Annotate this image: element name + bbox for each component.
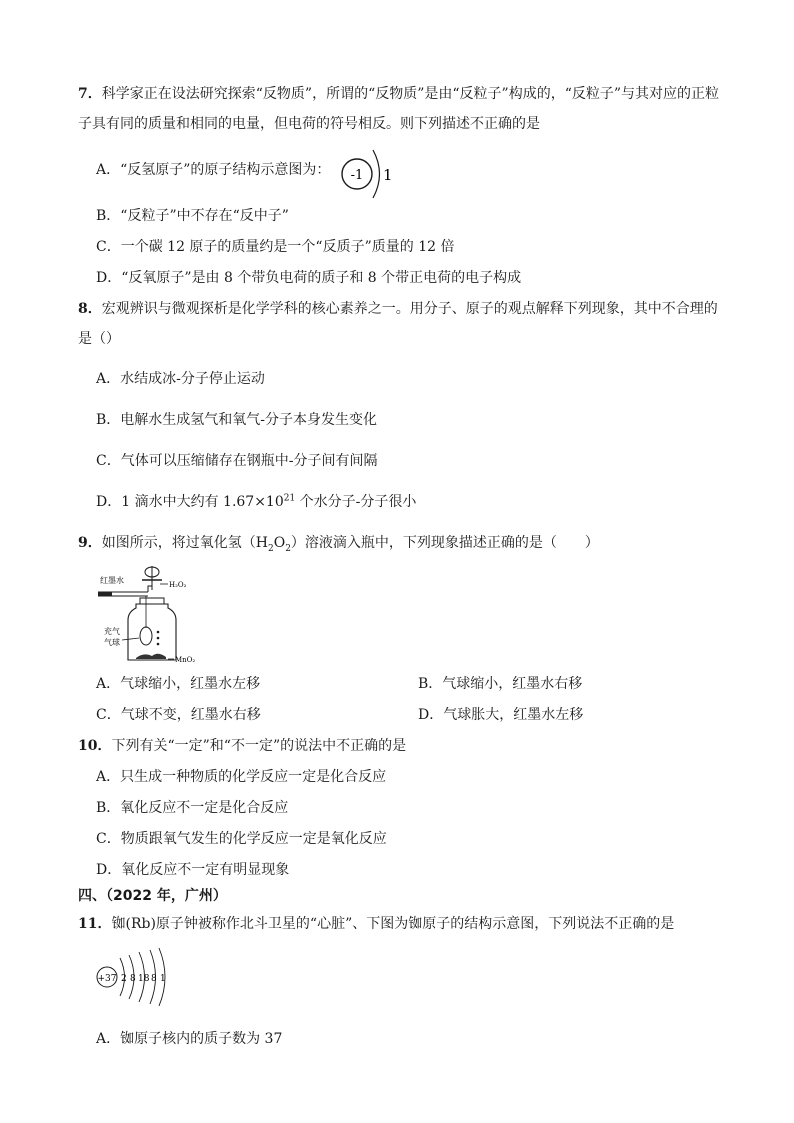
shell-1-electrons: 2 <box>121 974 127 984</box>
q7-option-c: C．一个碳 12 原子的质量约是一个“反质子”质量的 12 倍 <box>96 239 455 255</box>
q7-option-a: A．“反氢原子”的原子结构示意图为： <box>96 162 331 178</box>
q9-apparatus-figure <box>92 562 212 668</box>
ink-label: 红墨水 <box>100 576 124 585</box>
q9-stem: 9．如图所示，将过氧化氢$(H_2O_2)$溶液滴入瓶中，下列现象描述正确的是（ ） <box>78 535 599 554</box>
q10-number: 10． <box>78 738 112 754</box>
q7-stem-line2: 子具有同的质量和相同的电量，但电荷的符号相反。则下列描述不正确的是 <box>78 116 540 132</box>
q9-option-b: B．气球缩小，红墨水右移 <box>418 676 583 692</box>
q9-option-a: A．气球缩小，红墨水左移 <box>96 676 261 692</box>
balloon-label-1: 充气 <box>104 627 120 636</box>
q11-option-a: A．铷原子核内的质子数为 37 <box>96 1031 283 1047</box>
bottle <box>128 604 176 660</box>
bubble <box>157 637 160 640</box>
stopper <box>140 598 164 604</box>
q10-option-d: D．氧化反应不一定有明显现象 <box>96 862 290 878</box>
shell-2-electrons: 8 <box>130 974 136 984</box>
q10-option-c: C．物质跟氧气发生的化学反应一定是氧化反应 <box>96 831 387 847</box>
q7-option-d: D．“反氧原子”是由 8 个带负电荷的质子和 8 个带正电荷的电子构成 <box>96 270 522 286</box>
q7-option-b: B．“反粒子”中不存在“反中子” <box>96 208 289 224</box>
q9-number: 9． <box>78 535 102 551</box>
bubble <box>157 631 160 634</box>
q10-stem: 10．下列有关“一定”和“不一定”的说法中不正确的是 <box>78 738 407 754</box>
balloon-label-2: 气球 <box>104 638 120 647</box>
q10-option-b: B．氧化反应不一定是化合反应 <box>96 800 289 816</box>
q11-number: 11． <box>78 916 112 932</box>
shell-4-electrons: 8 <box>151 974 157 984</box>
q9-option-c: C．气球不变，红墨水右移 <box>96 707 261 723</box>
q8-option-d: D．1 滴水中大约有 $1.67\times 10^{21}$ 个水分子-分子很小 <box>96 493 417 510</box>
q11-rubidium-diagram <box>92 946 182 1008</box>
nucleus-charge: +37 <box>97 974 117 984</box>
q10-option-a: A．只生成一种物质的化学反应一定是化合反应 <box>96 769 387 785</box>
mno2-label: MnO₂ <box>175 656 196 664</box>
q8-option-a: A．水结成冰-分子停止运动 <box>96 371 265 387</box>
section-heading: 四、（2022 年，广州） <box>78 888 227 904</box>
q8-stem-line1: 8．宏观辨识与微观探析是化学学科的核心素养之一。用分子、原子的观点解释下列现象，其中不合理的 <box>78 301 718 317</box>
ink-column <box>98 592 112 596</box>
tube-bend <box>148 586 152 592</box>
balloon-leader <box>122 638 139 640</box>
q8-option-c: C．气体可以压缩储存在钢瓶中-分子间有间隔 <box>96 453 378 469</box>
mno2-powder <box>136 654 166 659</box>
nucleus-charge: -1 <box>350 168 364 183</box>
shell-electrons: 1 <box>383 166 393 184</box>
q9-option-d: D．气球胀大，红墨水左移 <box>418 707 584 723</box>
shell-3-electrons: 18 <box>138 974 150 984</box>
h2o2-label: H₂O₂ <box>169 581 187 589</box>
q7-stem-line1: 7．科学家正在设法研究探索“反物质”，所谓的“反物质”是由“反粒子”构成的，“反粒子”与其对应的正粒 <box>78 86 720 102</box>
q8-number: 8． <box>78 301 102 317</box>
balloon <box>140 627 152 645</box>
q8-option-b: B．电解水生成氢气和氧气-分子本身发生变化 <box>96 412 378 428</box>
bubble <box>157 643 160 646</box>
shell-5-electrons: 1 <box>160 974 166 984</box>
q8-stem-line2: 是（） <box>78 331 120 347</box>
q7-anti-hydrogen-diagram <box>336 146 396 202</box>
electron-shell-arc <box>373 150 380 198</box>
q7-number: 7． <box>78 86 102 102</box>
q11-stem: 11．铷(Rb)原子钟被称作北斗卫星的“心脏”、下图为铷原子的结构示意图，下列说法不正确的是 <box>78 916 675 932</box>
